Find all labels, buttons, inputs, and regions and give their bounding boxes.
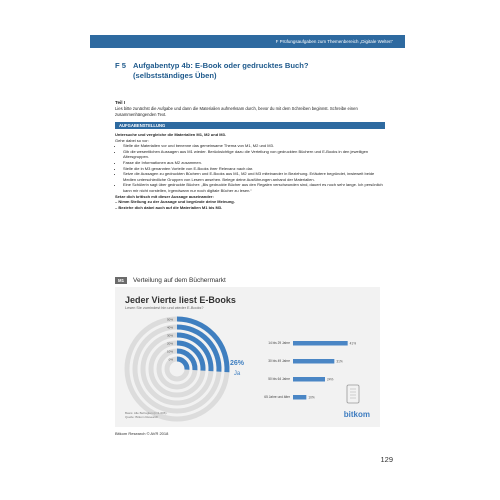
task-item: • Stelle die in M3 genannten Vorteile von E-Books ihrer Relevanz nach dar. bbox=[123, 166, 385, 172]
bar-category-label: 30 bis 49 Jahre bbox=[268, 359, 290, 363]
task-item: • Fasse die Informationen aus M2 zusammen. bbox=[123, 160, 385, 166]
task-item: • Stelle die Materialien vor und benenne das gemeinsame Thema von M1, M2 und M3. bbox=[123, 143, 385, 149]
material-title: Verteilung auf dem Büchermarkt bbox=[132, 277, 226, 285]
teil-intro: Lies bitte zunächst die Aufgabe und dann die Materialien aufmerksam durch, bevor du mit dem Schreiben beginnst. Schreibe einen zusammenhängenden Text. bbox=[115, 106, 358, 117]
ring-label: 0% bbox=[168, 357, 173, 362]
material-heading bbox=[115, 277, 226, 284]
bar-category-label: 14 bis 29 Jahre bbox=[268, 341, 290, 345]
chart-source-note: Basis: Alle Befragten (n=1.006) Quelle: Bitkom Research bbox=[125, 411, 167, 419]
ring-label: 50% bbox=[166, 317, 173, 322]
bar bbox=[293, 377, 325, 382]
task-text bbox=[115, 132, 385, 210]
ebook-chart bbox=[115, 287, 380, 427]
bar-value-label: 41% bbox=[349, 341, 357, 346]
ring-label: 10% bbox=[166, 349, 173, 354]
ring-label: 40% bbox=[166, 325, 173, 330]
ring-label: 20% bbox=[166, 341, 173, 346]
bar bbox=[293, 395, 306, 400]
bar-value-label: 31% bbox=[336, 359, 343, 364]
teil-label: Teil I bbox=[115, 100, 126, 105]
highlight-label: Ja bbox=[233, 371, 241, 377]
task-subitem: – Beziehe dich dabei auch auf die Materialien M1 bis M3. bbox=[115, 204, 223, 210]
task-lead: Untersuche und vergleiche die Materialien M1, M2 und M3. bbox=[115, 132, 226, 137]
ring-label: 30% bbox=[166, 333, 173, 338]
task-subitem: – Nimm Stellung zu der Aussage und begründe deine Meinung. bbox=[115, 199, 235, 205]
page-number: 129 bbox=[380, 455, 393, 464]
section-title bbox=[115, 61, 385, 81]
chapter-header: F Prüfungsaufgaben zum Themenbereich „Digitale Welten“ bbox=[90, 35, 405, 48]
task-instruction: Gehe dabei so vor: bbox=[115, 137, 149, 143]
bar-value-label: 10% bbox=[308, 395, 315, 400]
bar-category-label: 50 bis 64 Jahre bbox=[268, 377, 290, 381]
material-tag: M1 bbox=[115, 277, 127, 284]
ring-arc bbox=[177, 359, 187, 370]
section-number: F 5 bbox=[115, 61, 126, 70]
section-heading: Aufgabentyp 4b: E-Book oder gedrucktes Buch? bbox=[133, 61, 309, 70]
task-box bbox=[115, 92, 385, 252]
material-page bbox=[90, 265, 405, 465]
task-item: • Eine Schülerin sagt über gedruckte Bücher: „Bis gedruckte Bücher aus den Regalen verschwunden sind, dauert es noch sehr lange. Ich persönlich kann mir nicht vorstellen, irgendwann nur noch digitale Bücher zu lesen.“ bbox=[123, 182, 385, 193]
task-item: • Gib die wesentlichen Aussagen aus M1 wieder. Berücksichtige dazu die Verteilung von gedruckten Büchern und E-Books in den jeweiligen Altersgruppen. bbox=[123, 149, 385, 160]
bar-value-label: 24% bbox=[327, 377, 334, 382]
source-line: Bitkom Research © AVR 2018 bbox=[115, 431, 169, 436]
bar-category-label: 65 Jahre und älter bbox=[264, 395, 290, 399]
bar bbox=[293, 359, 334, 364]
highlight-value: 26% bbox=[229, 360, 245, 367]
section-subtitle: (selbstständiges Üben) bbox=[133, 71, 217, 80]
tablet-icon bbox=[347, 385, 359, 403]
bar bbox=[293, 341, 348, 346]
bitkom-logo: bitkom bbox=[343, 410, 370, 419]
task-item: • Setze die Aussagen zu gedruckten Büchern und E-Books aus M1, M2 und M3 miteinander in Beziehung. Erläutere begründet, inwieweit beide Medien unterschiedliche Gruppen von Lesern ansehen. Belege deine Ausführungen anhand der Materialien. bbox=[123, 171, 385, 182]
task-list bbox=[115, 143, 385, 193]
aufgabenstellung-header: AUFGABENSTELLUNG bbox=[115, 122, 385, 129]
chart-title: Jeder Vierte liest E-Books bbox=[125, 295, 236, 305]
chart-subtitle: Lesen Sie zumindest hin und wieder E-Books? bbox=[125, 306, 204, 310]
worksheet-page bbox=[90, 35, 405, 245]
chart-card bbox=[115, 287, 380, 427]
task-subinstruction: Setze dich kritisch mit dieser Aussage auseinander: bbox=[115, 193, 214, 199]
